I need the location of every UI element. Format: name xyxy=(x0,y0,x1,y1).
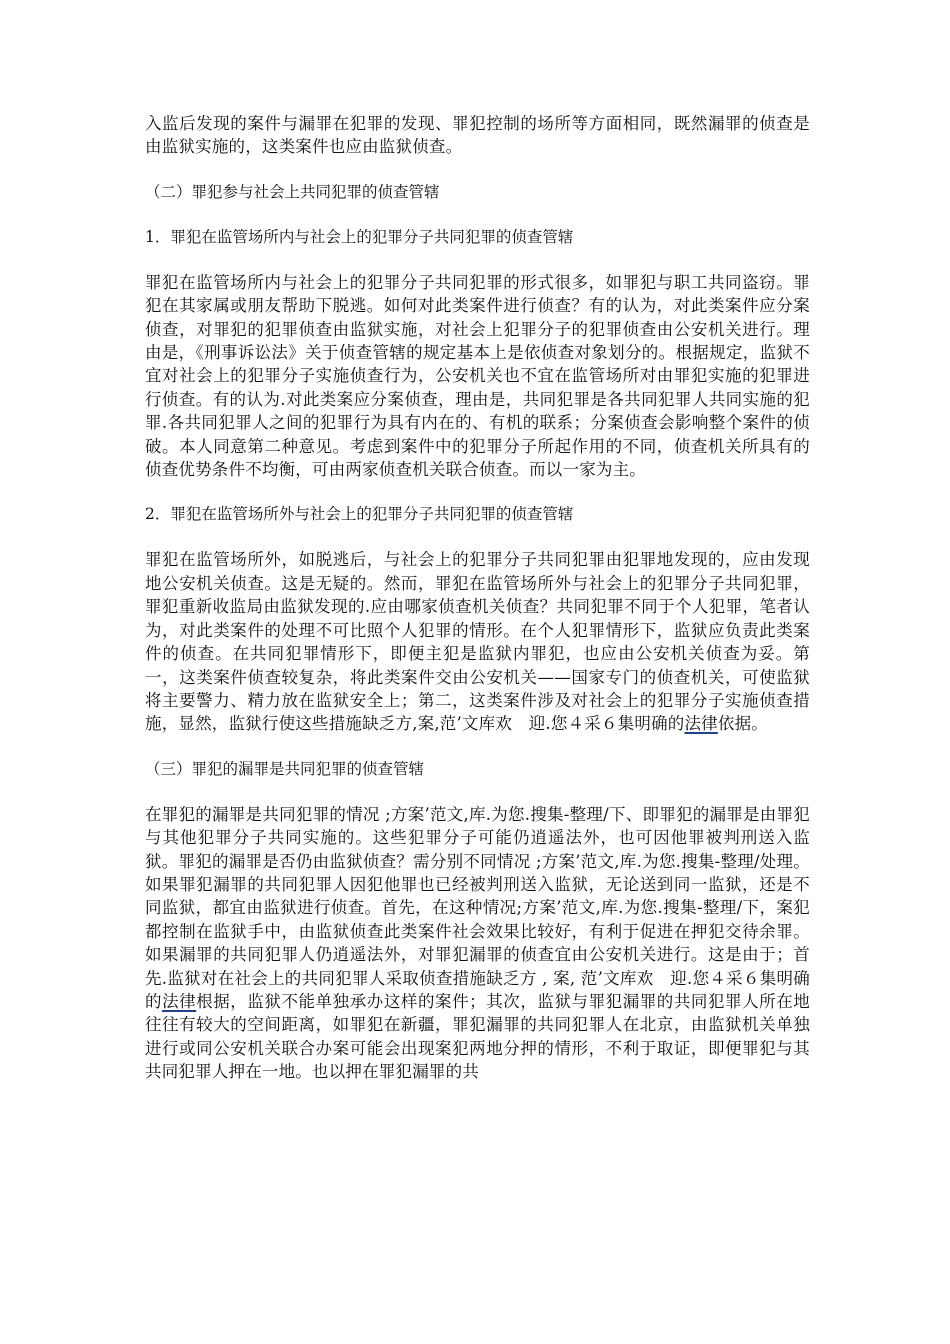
subsection-heading-2-2: 2．罪犯在监管场所外与社会上的犯罪分子共同犯罪的侦查管辖 xyxy=(145,505,574,524)
paragraph-2-2-text-a: 罪犯在监管场所外，如脱逃后，与社会上的犯罪分子共同犯罪由犯罪地发现的，应由发现地公安机关侦查。这是无疑的。然而，罪犯在监管场所外与社会上的犯罪分子共同犯罪，罪犯重新收监局由监狱发现的.应由哪家侦查机关侦查？共同犯罪不同于个人犯罪，笔者认为，对此类案件的处理不可比照个人犯罪的情形。在个人犯罪情形下，监狱应负责此类案件的侦查。在共同犯罪情形下，即便主犯是监狱内罪犯，也应由公安机关侦查为妥。第一，这类案件侦查较复杂，将此类案件交由公安机关——国家专门的侦查机关，可使监狱将主要警力、精力放在监狱安全上；第二，这类案件涉及对社会上的犯罪分子实施侦查措施，显然，监狱行使这些措施缺乏方,案,范’文库欢 迎.您４采６集明确的 xyxy=(145,550,810,734)
paragraph-3-text-b: 根据，监狱不能单独承办这样的案件；其次，监狱与罪犯漏罪的共同犯罪人所在地往往有较大的空间距离，如罪犯在新疆，罪犯漏罪的共同犯罪人在北京，由监狱机关单独进行或同公安机关联合办案可能会出现案犯两地分押的情形，不利于取证，即便罪犯与其共同犯罪人押在一地。也以押在罪犯漏罪的共 xyxy=(145,991,810,1082)
paragraph-3-text-a: 在罪犯的漏罪是共同犯罪的情况 ;方案’范文,库.为您.搜集-整理/下、即罪犯的漏罪是由罪犯与其他犯罪分子共同实施的。这些犯罪分子可能仍逍遥法外，也可因他罪被判刑送入监狱。罪犯的漏罪是否仍由监狱侦查？需分别不同情况 ;方案’范文,库.为您.搜集-整理/处理。如果罪犯漏罪的共同犯罪人因犯他罪也已经被判刑送入监狱，无论送到同一监狱，还是不同监狱，都宜由监狱进行侦查。首先，在这种情况;方案’范文,库.为您.搜集-整理/下，案犯都控制在监狱手中，由监狱侦查此类案件社会效果比较好，有利于促进在押犯交待余罪。如果漏罪的共同犯罪人仍逍遥法外，对罪犯漏罪的侦查宜由公安机关进行。这是由于；首先.监狱对在社会上的共同犯罪人采取侦查措施缺乏方 , 案, 范’文库欢 迎.您４采６集明确的 xyxy=(145,804,810,1011)
subsection-heading-2-1: 1．罪犯在监管场所内与社会上的犯罪分子共同犯罪的侦查管辖 xyxy=(145,227,574,246)
law-link[interactable]: 法律 xyxy=(162,991,197,1011)
paragraph-2-2-text-b: 依据。 xyxy=(717,714,768,734)
section-heading-3: （三）罪犯的漏罪是共同犯罪的侦查管辖 xyxy=(145,759,425,778)
paragraph-2-1: 罪犯在监管场所内与社会上的犯罪分子共同犯罪的形式很多，如罪犯与职工共同盗窃。罪犯在其家属或朋友帮助下脱逃。如何对此类案件进行侦查？有的认为，对此类案件应分案侦查，对罪犯的犯罪侦查由监狱实施，对社会上犯罪分子的犯罪侦查由公安机关进行。理由是，《刑事诉讼法》关于侦查管辖的规定基本上是依侦查对象划分的。根据规定，监狱不宜对社会上的犯罪分子实施侦查行为，公安机关也不宜在监管场所对由罪犯实施的犯罪进行侦查。有的认为.对此类案应分案侦查，理由是，共同犯罪是各共同犯罪人共同实施的犯罪.各共同犯罪人之间的犯罪行为具有内在的、有机的联系；分案侦查会影响整个案件的侦破。本人同意第二种意见。考虑到案件中的犯罪分子所起作用的不同，侦查机关所具有的侦查优势条件不均衡，可由两家侦查机关联合侦查。而以一家为主。 xyxy=(145,272,810,480)
paragraph-2-2 xyxy=(145,548,810,735)
paragraph-3 xyxy=(145,803,810,1084)
law-link[interactable]: 法律 xyxy=(684,714,718,734)
section-heading-2: （二）罪犯参与社会上共同犯罪的侦查管辖 xyxy=(145,182,440,201)
paragraph-intro: 入监后发现的案件与漏罪在犯罪的发现、罪犯控制的场所等方面相同，既然漏罪的侦查是由监狱实施的，这类案件也应由监狱侦查。 xyxy=(145,114,810,157)
document-page xyxy=(145,112,810,1106)
